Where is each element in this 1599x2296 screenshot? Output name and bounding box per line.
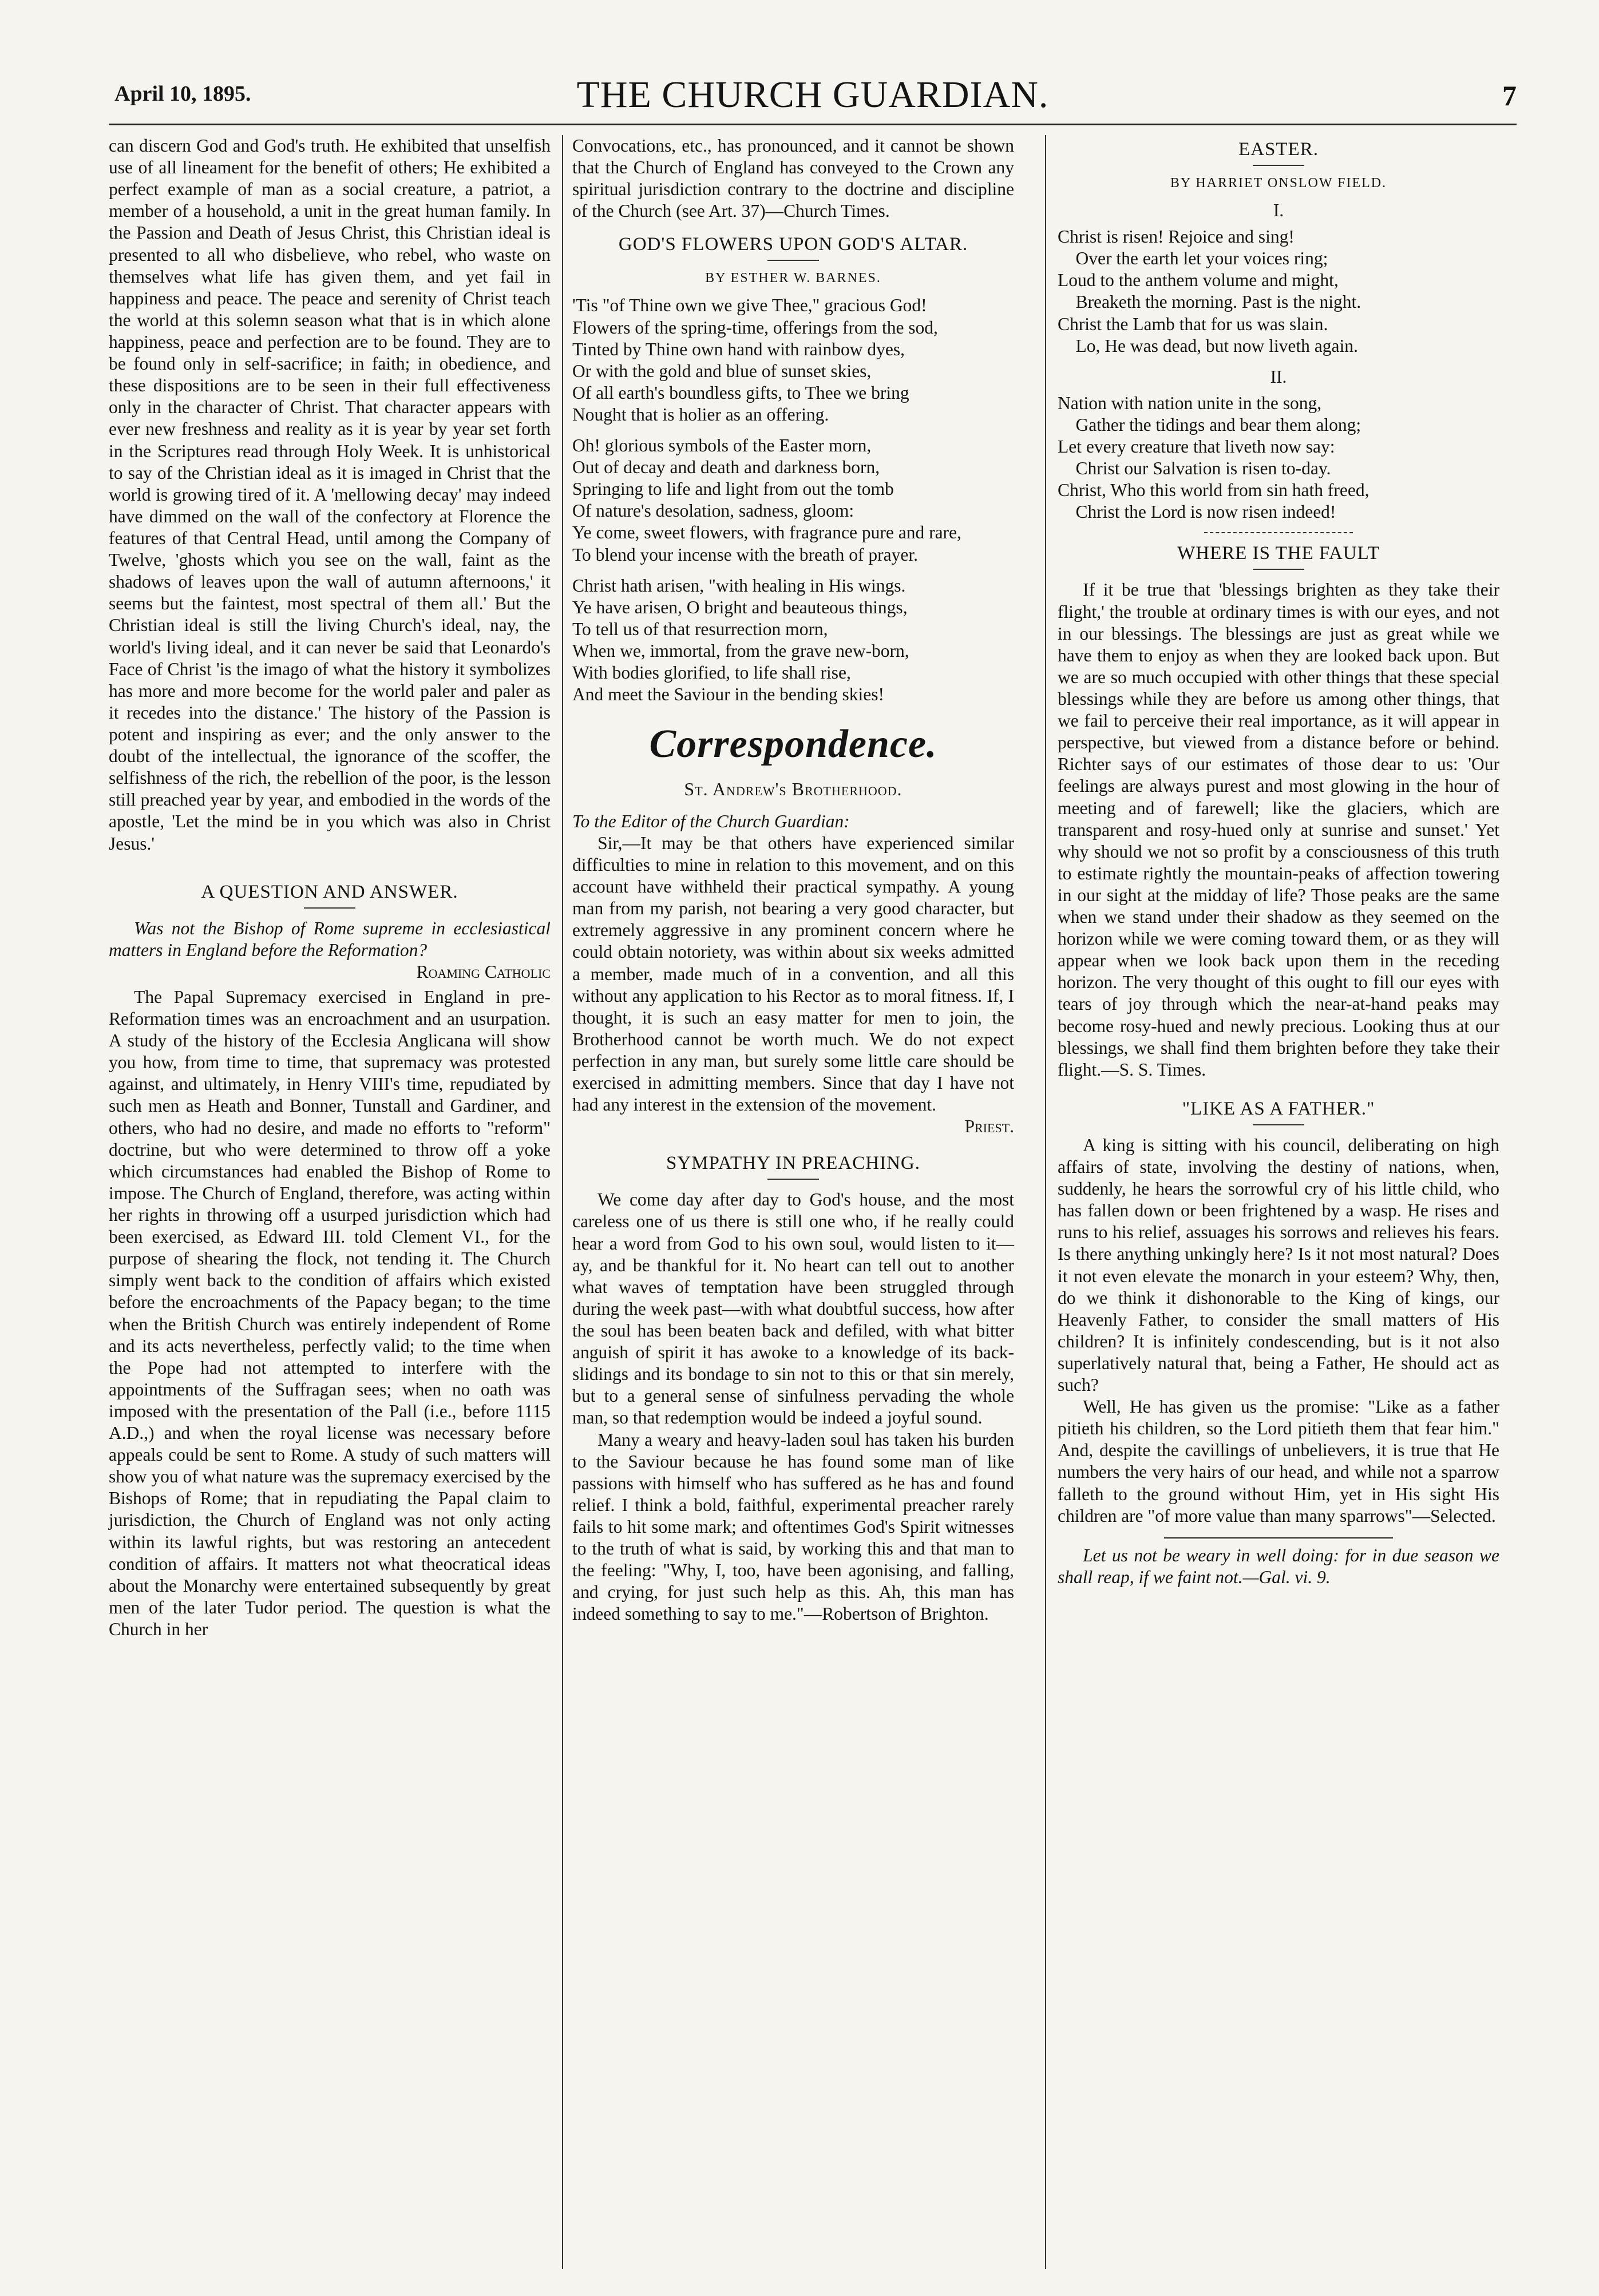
poem-line: Or with the gold and blue of sunset skies, <box>572 360 872 381</box>
poem-line: To blend your incense with the breath of prayer. <box>572 544 918 565</box>
column-divider <box>562 135 563 2269</box>
heading-rule <box>767 1179 819 1180</box>
father-paragraph: Well, He has given us the promise: "Like as a father pitieth his children, so the Lord pitieth them that fear him." And, despite the cavillings of unbelievers, it is true that He numbers the very hairs of our head, and while not a sparrow falleth to the ground without Him, yet in His sight His children are "of more value than many sparrows"—Selected. <box>1058 1397 1499 1526</box>
issue-date: April 10, 1895. <box>114 82 251 106</box>
poem-line: Christ is risen! Rejoice and sing! <box>1058 227 1295 247</box>
heading-rule <box>767 260 819 261</box>
article-continuation: can discern God and God's truth. He exhibited that unselfish use of all lineament for the benefit of others; He exhibited a perfect example of man as a social creature, a patriot, a member of a household, a unit in the great human family. In the Passion and Death of Jesus Christ, this Christian ideal is presented to all who disbelieve, who rebel, who waste on themselves what life has given them, and yet fail in happiness and peace. The peace and serenity of Christ teach the world at this solemn season what that is in which alone happiness, peace and perfection are to be found. They are to be found only in self-sacrifice; in faith; in obedience, and these dispositions are to be seen in their full effectiveness only in the character of Christ. That character appears with ever new freshness and reality as it is year by year set forth in the Scriptures read through Holy Week. It is unhistorical to say of the Christian ideal as it is imaged in Christ that the world is growing tired of it. A 'mellowing decay' may indeed have dimmed on the wall of the confectory at Florence the features of that Central Head, until among the Company of Twelve, 'ghosts which you see on the wall, faint as the shadows of leaves upon the wall of autumn afternoons,' it seems but the faintest, most spectral of them all.' But the Christian ideal is still the living Church's ideal, nay, the world's living ideal, and it can never be said that Leonardo's Face of Christ 'is the imago of what the history it symbolizes has more and more become for the world paler and paler as it recedes into the distance.' The history of the Passion is potent and inspiring as ever; and the only answer to the doubt of the intellectual, the ignorance of the scoffer, the selfishness of the rich, the rebellion of the poor, is the lesson still preached year by year, and embodied in the words of the apostle, 'Let the mind be in you which was also in Christ Jesus.' <box>109 136 551 854</box>
poem-line: 'Tis "of Thine own we give Thee," gracious God! <box>572 295 927 316</box>
poem-stanza <box>572 295 1014 426</box>
stanza-numeral: I. <box>1273 200 1284 220</box>
poem-line: And meet the Saviour in the bending skies! <box>572 684 885 705</box>
poem-line: Over the earth let your voices ring; <box>1075 248 1328 269</box>
poem-line: Ye have arisen, O bright and beauteous things, <box>572 597 908 617</box>
question-signature: Roaming Catholic <box>416 961 551 982</box>
column-right <box>1058 135 1499 1588</box>
poem-line: When we, immortal, from the grave new-born, <box>572 641 909 661</box>
closing-rule <box>1164 1537 1393 1539</box>
question-answer-heading: A QUESTION AND ANSWER. <box>201 881 458 902</box>
question-text: Was not the Bishop of Rome supreme in ecclesiastical matters in England before the Reformation? <box>109 918 551 960</box>
poem-line: With bodies glorified, to life shall rise, <box>572 663 851 683</box>
poem-line: Oh! glorious symbols of the Easter morn, <box>572 435 872 456</box>
page-number: 7 <box>1502 80 1517 112</box>
poem-line: Christ our Salvation is risen to-day. <box>1075 458 1331 479</box>
poem-line: Let every creature that liveth now say: <box>1058 437 1335 457</box>
heading-rule <box>1253 1124 1304 1125</box>
poem-line: Christ, Who this world from sin hath freed, <box>1058 480 1370 501</box>
fault-body: If it be true that 'blessings brighten as they take their flight,' the trouble at ordinary times is with our eyes, and not in our blessings. The blessings are just as great while we have them to enjoy as when they are looked back upon. But we are so much occupied with other things that these special blessings while they are before us among other things, that we fail to perceive their real importance, as it will appear in perspective, but viewed from a distance before or behind. Richter says of our estimates of those dear to us: 'Our feelings are always purest and most glowing in the hour of meeting and of farewell; like the glaciers, which are transparent and rosy-hued only at sunrise and sunset.' Yet why should we not so profit by a consciousness of this truth to estimate rightly the mountain-peaks of affection towering in our sight at the midday of life? Those peaks are the same when we stand under their shadow as they seemed on the horizon while we were coming toward them, or as they will appear when we look back upon them in the receding horizon. The very thought of this ought to fill our eyes with tears of joy through which the near-at-hand peaks may become rosy-hued and newly precious. Looking thus at our blessings, we shall find them brighten before they take their flight.—S. S. Times. <box>1058 580 1499 1080</box>
heading-rule <box>304 907 355 909</box>
heading-rule <box>1253 569 1304 570</box>
fault-heading: WHERE IS THE FAULT <box>1177 543 1380 564</box>
sympathy-heading: SYMPATHY IN PREACHING. <box>666 1153 921 1174</box>
letter-title: St. Andrew's Brotherhood. <box>684 779 903 800</box>
poem-line: Springing to life and light from out the tomb <box>572 479 894 499</box>
poem-line: Christ the Lamb that for us was slain. <box>1058 314 1328 334</box>
father-heading: "LIKE AS A FATHER." <box>1182 1098 1375 1119</box>
column-divider <box>1045 135 1046 2269</box>
poem-line: Of all earth's boundless gifts, to Thee we bring <box>572 382 909 403</box>
section-divider <box>1204 532 1353 533</box>
masthead-rule <box>109 124 1517 125</box>
poem-line: Out of decay and death and darkness born, <box>572 457 880 478</box>
poem-line: Ye come, sweet flowers, with fragrance pure and rare, <box>572 522 961 543</box>
article-continuation-2: Convocations, etc., has pronounced, and it cannot be shown that the Church of England has conveyed to the Crown any spiritual jurisdiction contrary to the doctrine and discipline of the Church (see Art. 37)—Church Times. <box>572 136 1014 221</box>
correspondence-heading: Correspondence. <box>649 722 937 767</box>
answer-text: The Papal Supremacy exercised in England in pre-Reformation times was an encroachment and an usurpation. A study of the history of the Ecclesia Anglicana will show you how, from time to time, that supremacy was protested against, and ultimately, in Henry VIII's time, repudiated by such men as Heath and Bonner, Tunstall and Gardiner, and others, who had no desire, and made no efforts to "reform" doctrine, but who were determined to throw off a yoke which circumstances had enabled the Bishop of Rome to impose. The Church of England, therefore, was acting within her rights in throwing off a usurped jurisdiction which had been exercised, as Edward III. told Clement VI., for the purpose of shearing the flock, not tending it. The Church simply went back to the condition of affairs which existed before the encroachments of the Papacy began; to the time when the British Church was entirely independent of Rome and its acts nevertheless, perfectly valid; to the time when the Pope had not attempted to interfere with the appointments of the Suffragan sees; when no oath was imposed with the presentation of the Pall (i.e., before 1115 A.D.,) and when the royal license was necessary before appeals could be sent to Rome. A study of such matters will show you of what nature was the supremacy exercised by the Bishops of Rome; that in repudiating the Papal claim to jurisdiction, the Church of England was not only acting within its lawful rights, but was restoring an antecedent condition of affairs. It matters not what theocratical ideas about the Monarchy were entertained subsequently by great men of the later Tudor period. The question is what the Church in her <box>109 986 551 1640</box>
poem-line: Christ hath arisen, "with healing in His wings. <box>572 575 906 596</box>
poem-line: Nought that is holier as an offering. <box>572 404 829 425</box>
newspaper-title: THE CHURCH GUARDIAN. <box>576 74 1049 116</box>
poem-stanza <box>1058 226 1499 357</box>
letter-salutation: To the Editor of the Church Guardian: <box>572 811 850 831</box>
poem-stanza <box>1058 392 1499 524</box>
poem-line: Tinted by Thine own hand with rainbow dyes, <box>572 339 905 359</box>
poem-line: Loud to the anthem volume and might, <box>1058 270 1339 291</box>
poem-stanza <box>572 435 1014 566</box>
column-middle <box>572 135 1014 1625</box>
poem-line: Breaketh the morning. Past is the night. <box>1075 292 1361 312</box>
poem-line: Gather the tidings and bear them along; <box>1075 414 1361 435</box>
poem-byline: BY ESTHER W. BARNES. <box>705 271 881 286</box>
letter-body: Sir,—It may be that others have experienced similar difficulties to mine in relation to this movement, and on this account have withheld their practical sympathy. A young man from my parish, not bearing a very good character, but extremely aggressive in any prominent concern where he could obtain notoriety, was within about six weeks admitted a member, made much of in a convention, and all this without any application to his Rector as to moral fitness. If, I thought, it is such an easy matter for men to join, the Brotherhood cannot be worth much. We do not expect perfection in any man, but surely some little care should be exercised in admitting members. Since that day I have not had any interest in the extension of the movement. <box>572 832 1014 1115</box>
easter-poem-byline: BY HARRIET ONSLOW FIELD. <box>1170 175 1387 191</box>
poem-title: GOD'S FLOWERS UPON GOD'S ALTAR. <box>618 234 968 255</box>
poem-line: To tell us of that resurrection morn, <box>572 618 828 639</box>
heading-rule <box>1253 165 1304 166</box>
masthead <box>109 69 1517 126</box>
poem-line: Christ the Lord is now risen indeed! <box>1075 502 1336 522</box>
column-left <box>109 135 551 1640</box>
poem-line: Flowers of the spring-time, offerings from the sod, <box>572 317 938 338</box>
sympathy-paragraph: Many a weary and heavy-laden soul has taken his burden to the Saviour because he has found some man of like passions with himself who has suffered as he has and found relief. I think a bold, faithful, experimental preacher rarely fails to hit some mark; and oftentimes God's Spirit witnesses to the truth of what is said, by working this and that man to the feeling: "Why, I, too, have been agonising, and falling, and crying, for just such help as this. Ah, this man has indeed something to say to me."—Robertson of Brighton. <box>572 1429 1014 1624</box>
poem-line: Lo, He was dead, but now liveth again. <box>1075 335 1358 356</box>
sympathy-paragraph: We come day after day to God's house, and the most careless one of us there is still one who, if he really could hear a word from God to his own soul, would listen to it—ay, and be thankful for it. No heart can tell out to another what waves of temptation have been struggled through during the week past—with what doubtful success, how after the soul has been beaten back and defiled, with what bitter anguish of spirit it has awoke to a knowledge of its back-slidings and its bondage to sin not to this or that sin merely, but to a general sense of sinfulness pervading the whole man, so that redemption would be indeed a joyful sound. <box>572 1189 1014 1428</box>
father-paragraph: A king is sitting with his council, deliberating on high affairs of state, involving the destiny of nations, when, suddenly, he hears the sorrowful cry of his little child, who has fallen down or been frightened by a wasp. He rises and runs to his relief, assuages his sorrows and relieves his fears. Is there anything unkingly here? Is it not most natural? Does it not even elevate the monarch in your esteem? Why, then, do we think it dishonorable to the King of kings, our Heavenly Father, to consider the small matters of His children? It is infinitely condescending, but is it not also superlatively natural that, being a Father, He should act as such? <box>1058 1135 1499 1395</box>
stanza-numeral: II. <box>1270 366 1287 387</box>
poem-line: Nation with nation unite in the song, <box>1058 392 1322 413</box>
letter-signature: Priest. <box>964 1116 1014 1137</box>
poem-line: Of nature's desolation, sadness, gloom: <box>572 501 854 521</box>
easter-poem-title: EASTER. <box>1238 139 1319 160</box>
closing-verse: Let us not be weary in well doing: for in due season we shall reap, if we faint not.—Gal. vi. 9. <box>1058 1545 1499 1587</box>
poem-stanza <box>572 575 1014 706</box>
